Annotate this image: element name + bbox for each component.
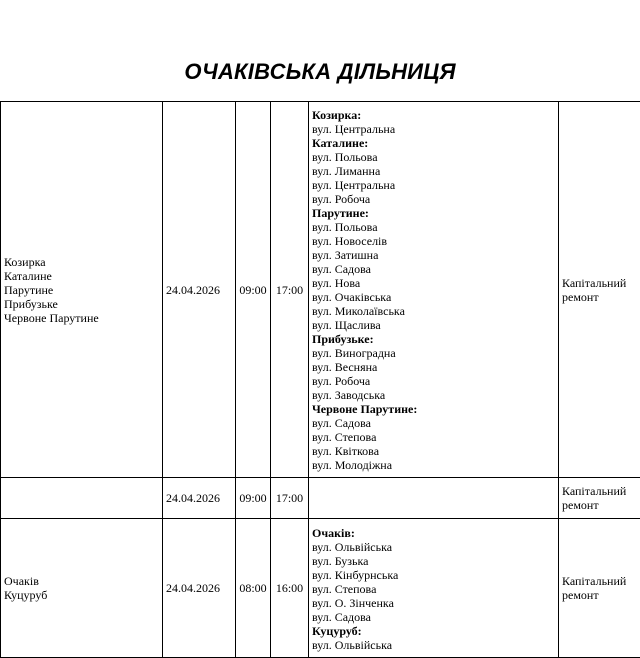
streets-cell bbox=[309, 102, 559, 478]
date-cell: 24.04.2026 bbox=[163, 519, 236, 658]
street-item: вул. Польова bbox=[312, 150, 555, 164]
end-time-cell: 16:00 bbox=[271, 519, 309, 658]
settlement-name: Червоне Парутине bbox=[4, 311, 159, 325]
settlements-cell bbox=[1, 102, 163, 478]
street-item: вул. Квіткова bbox=[312, 444, 555, 458]
street-item: вул. Миколаївська bbox=[312, 304, 555, 318]
settlement-name: Очаків bbox=[4, 574, 159, 588]
table-row bbox=[1, 519, 640, 658]
date-cell: 24.04.2026 bbox=[163, 102, 236, 478]
street-item: вул. Центральна bbox=[312, 122, 555, 136]
street-item: вул. Садова bbox=[312, 262, 555, 276]
streets-cell bbox=[309, 519, 559, 658]
page-title: ОЧАКІВСЬКА ДІЛЬНИЦЯ bbox=[0, 57, 640, 87]
street-item: вул. Весняна bbox=[312, 360, 555, 374]
street-item: вул. Щаслива bbox=[312, 318, 555, 332]
start-time-cell: 08:00 bbox=[236, 519, 271, 658]
street-group-title: Червоне Парутине: bbox=[312, 402, 555, 416]
reason-cell: Капітальний ремонт bbox=[559, 478, 640, 519]
settlement-name: Каталине bbox=[4, 269, 159, 283]
street-group-title: Очаків: bbox=[312, 526, 555, 540]
outage-schedule-table bbox=[0, 101, 640, 658]
street-item: вул. Затишна bbox=[312, 248, 555, 262]
street-group-title: Каталине: bbox=[312, 136, 555, 150]
street-group-title: Прибузьке: bbox=[312, 332, 555, 346]
street-item: вул. Садова bbox=[312, 610, 555, 624]
date-cell: 24.04.2026 bbox=[163, 478, 236, 519]
street-item: вул. Молодіжна bbox=[312, 458, 555, 472]
table-row bbox=[1, 478, 640, 519]
street-item: вул. Виноградна bbox=[312, 346, 555, 360]
street-item: вул. О. Зінченка bbox=[312, 596, 555, 610]
street-item: вул. Нова bbox=[312, 276, 555, 290]
street-item: вул. Робоча bbox=[312, 374, 555, 388]
start-time-cell: 09:00 bbox=[236, 478, 271, 519]
end-time-cell: 17:00 bbox=[271, 102, 309, 478]
streets-cell bbox=[309, 478, 559, 519]
start-time-cell: 09:00 bbox=[236, 102, 271, 478]
street-group-title: Козирка: bbox=[312, 108, 555, 122]
settlement-name: Прибузьке bbox=[4, 297, 159, 311]
street-item: вул. Польова bbox=[312, 220, 555, 234]
street-item: вул. Новоселів bbox=[312, 234, 555, 248]
street-item: вул. Центральна bbox=[312, 178, 555, 192]
street-item: вул. Ольвійська bbox=[312, 540, 555, 554]
street-item: вул. Ольвійська bbox=[312, 638, 555, 652]
street-item: вул. Степова bbox=[312, 582, 555, 596]
street-group-title: Парутине: bbox=[312, 206, 555, 220]
street-item: вул. Заводська bbox=[312, 388, 555, 402]
street-item: вул. Робоча bbox=[312, 192, 555, 206]
reason-cell: Капітальний ремонт bbox=[559, 102, 640, 478]
settlement-name: Парутине bbox=[4, 283, 159, 297]
settlement-name: Козирка bbox=[4, 255, 159, 269]
street-item: вул. Степова bbox=[312, 430, 555, 444]
street-group-title: Куцуруб: bbox=[312, 624, 555, 638]
street-item: вул. Лиманна bbox=[312, 164, 555, 178]
reason-cell: Капітальний ремонт bbox=[559, 519, 640, 658]
street-item: вул. Бузька bbox=[312, 554, 555, 568]
table-row bbox=[1, 102, 640, 478]
settlements-cell bbox=[1, 478, 163, 519]
street-item: вул. Кінбурнська bbox=[312, 568, 555, 582]
end-time-cell: 17:00 bbox=[271, 478, 309, 519]
settlement-name: Куцуруб bbox=[4, 588, 159, 602]
settlements-cell bbox=[1, 519, 163, 658]
street-item: вул. Садова bbox=[312, 416, 555, 430]
street-item: вул. Очаківська bbox=[312, 290, 555, 304]
